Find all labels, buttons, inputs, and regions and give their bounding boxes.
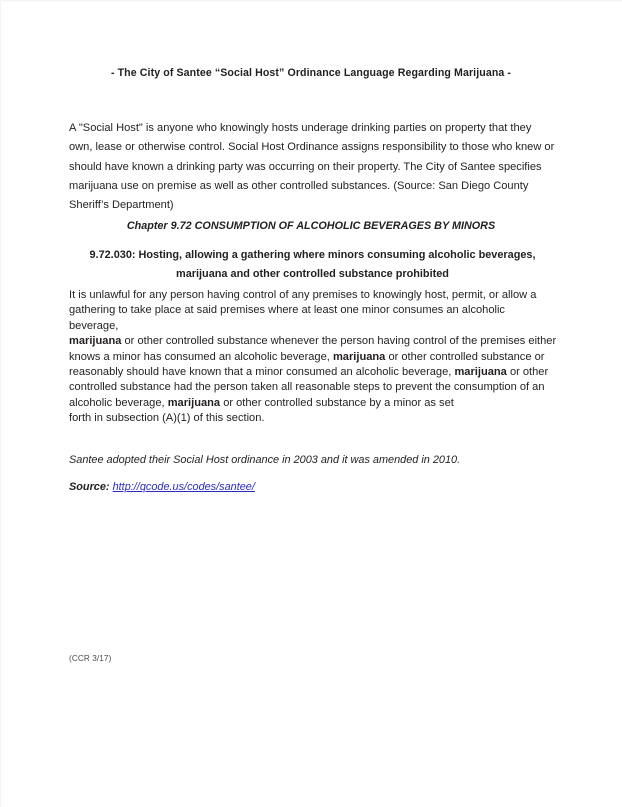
emphasis-term: marijuana: [332, 350, 386, 363]
page-top-edge: [0, 0, 622, 2]
chapter-heading: Chapter 9.72 CONSUMPTION OF ALCOHOLIC BEVERAGES BY MINORS: [126, 220, 496, 232]
section-heading: 9.72.030: Hosting, allowing a gathering where minors consuming alcoholic beverages, marijuana and other controlled substance prohibited: [89, 249, 536, 280]
ordinance-body-line: [69, 396, 557, 411]
ordinance-body-line: [69, 288, 557, 303]
body-text-run: knows a minor has consumed an alcoholic beverage,: [69, 350, 333, 363]
source-url-link[interactable]: http://qcode.us/codes/santee/: [112, 481, 255, 493]
body-text-run: controlled substance had the person taken all reasonable steps to prevent the consumption of an: [69, 381, 545, 394]
ordinance-body-line: [69, 365, 557, 380]
ordinance-body-line: [69, 411, 557, 426]
footer-revision-code: (CCR 3/17): [69, 654, 112, 663]
source-label: Source:: [69, 481, 110, 493]
ordinance-body-line: [69, 350, 557, 365]
emphasis-term: marijuana: [69, 335, 122, 348]
body-text-run: or other: [506, 366, 549, 379]
body-text-run: alcoholic beverage,: [69, 396, 168, 409]
body-text-run: reasonably should have known that a minor consumed an alcoholic beverage,: [69, 366, 455, 379]
intro-paragraph: A "Social Host" is anyone who knowingly hosts underage drinking parties on property that they own, lease or otherwise control. Social Host Ordinance assigns responsibility to those who knew or should have known a drinking party was occurring on their property. The City of Santee specifies marijuana use on premise as well as other controlled substances. (Source: San Diego County Sheriff’s Department): [69, 122, 555, 212]
body-text-run: or other controlled substance by a minor as set: [220, 396, 454, 409]
ordinance-body-line: [69, 334, 557, 349]
ordinance-body-line: [69, 303, 557, 334]
emphasis-term: marijuana: [167, 396, 221, 409]
ordinance-body-line: [69, 380, 557, 395]
ordinance-body-paragraph: [69, 288, 557, 427]
body-text-run: forth in subsection (A)(1) of this section.: [69, 412, 265, 425]
page-left-edge: [0, 0, 2, 807]
body-text-run: or other controlled substance whenever the person having control of the premises either: [121, 335, 557, 348]
body-text-run: gathering to take place at said premises where at least one minor consumes an alcoholic beverage,: [69, 304, 509, 332]
source-line: [69, 481, 559, 493]
document-title: - The City of Santee “Social Host” Ordinance Language Regarding Marijuana -: [110, 67, 512, 79]
emphasis-term: marijuana: [454, 366, 507, 379]
body-text-run: or other controlled substance or: [385, 350, 545, 363]
adoption-note: Santee adopted their Social Host ordinance in 2003 and it was amended in 2010.: [69, 454, 461, 466]
body-text-run: It is unlawful for any person having control of any premises to knowingly host, permit, or allow a: [69, 289, 537, 301]
